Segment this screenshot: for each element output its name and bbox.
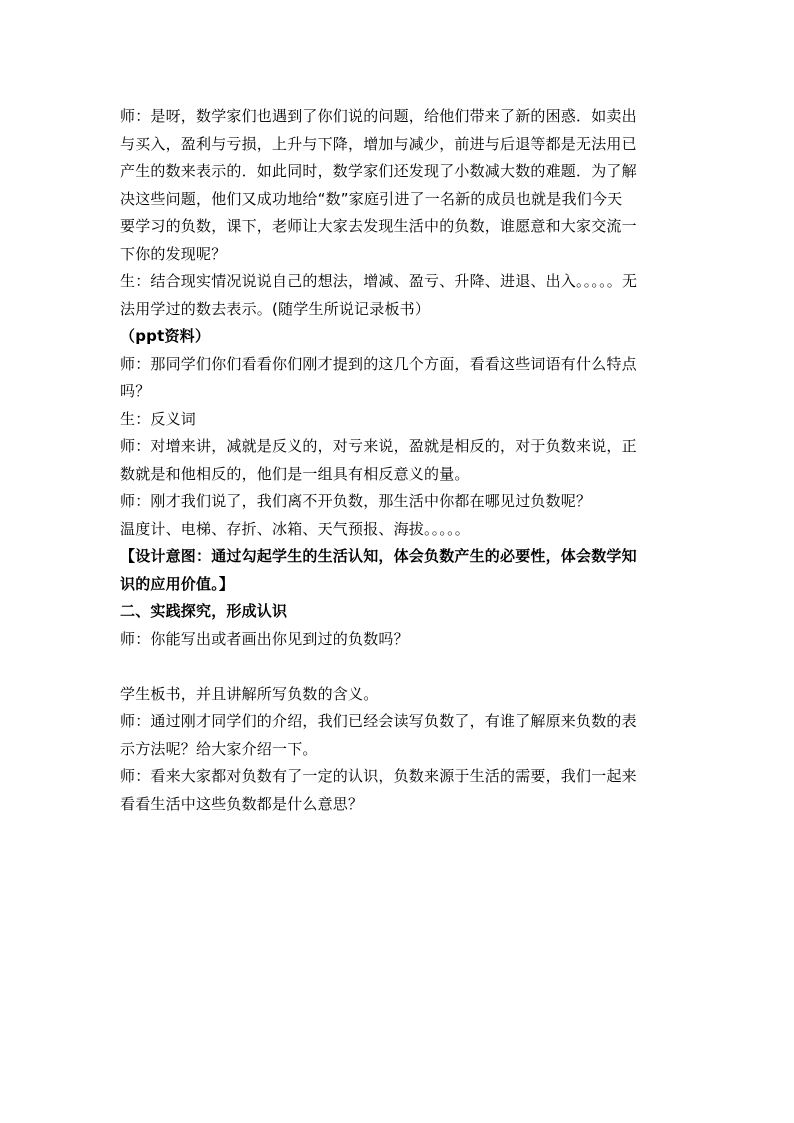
text-line: 师：看来大家都对负数有了一定的认识，负数来源于生活的需要，我们一起来 xyxy=(120,767,637,785)
paragraph-teacher-notation xyxy=(120,708,676,763)
text-line: 师：对增来讲，减就是反义的，对亏来说，盈就是相反的，对于负数来说，正 xyxy=(120,437,637,455)
text-line: 法用学过的数去表示。(随学生所说记录板书） xyxy=(120,299,431,318)
paragraph-teacher-opposite xyxy=(120,433,676,488)
text-line: 下你的发现呢？ xyxy=(120,244,227,263)
paragraph-teacher-meaning xyxy=(120,763,676,818)
text-line: 数就是和他相反的，他们是一组具有相反意义的量。 xyxy=(120,464,470,483)
blank-line xyxy=(120,653,676,681)
text-line: 看看生活中这些负数都是什么意思？ xyxy=(120,794,364,813)
text-line: 学生板书，并且讲解所写负数的含义。 xyxy=(120,684,379,703)
text-line: 师：你能写出或者画出你见到过的负数吗？ xyxy=(120,629,409,648)
text-line: 师：刚才我们说了，我们离不开负数，那生活中你都在哪见过负数呢？ xyxy=(120,492,592,510)
text-line: 生：结合现实情况说说自己的想法，增减、盈亏、升降、进退、出入。。。。。无 xyxy=(120,272,638,290)
text-line: 二、实践探究，形成认识 xyxy=(120,602,288,620)
paragraph-student-board xyxy=(120,681,676,709)
text-line: 吗？ xyxy=(120,382,151,400)
text-line: 师：是呀，数学家们也遇到了你们说的问题，给他们带来了新的困惑．如卖出 xyxy=(120,107,637,125)
paragraph-ppt-note xyxy=(120,323,676,351)
text-line: （ppt资料） xyxy=(120,327,211,345)
paragraph-teacher-question-words xyxy=(120,351,676,406)
text-line: 示方法呢？给大家介绍一下。 xyxy=(120,739,318,758)
text-line: 生：反义词 xyxy=(120,409,197,428)
text-line: 温度计、电梯、存折、冰箱、天气预报、海拔。。。。。 xyxy=(120,519,471,538)
text-line: 师：那同学们你们看看你们刚才提到的这几个方面，看看这些词语有什么特点 xyxy=(120,354,637,373)
paragraph-teacher-write-draw xyxy=(120,626,676,654)
text-line: 识的应用价值。】 xyxy=(120,574,235,593)
text-line: 师：通过刚才同学们的介绍，我们已经会读写负数了，有谁了解原来负数的表 xyxy=(120,712,637,730)
text-line: 要学习的负数，课下，老师让大家去发现生活中的负数，谁愿意和大家交流一 xyxy=(120,217,637,235)
paragraph-student-antonym xyxy=(120,406,676,434)
paragraph-student-ideas xyxy=(120,268,676,323)
section-heading xyxy=(120,598,676,626)
text-line: 决这些问题，他们又成功地给“数”家庭引进了一名新的成员也就是我们今天 xyxy=(120,189,623,208)
text-line: 【设计意图：通过勾起学生的生活认知，体会负数产生的必要性，体会数学知 xyxy=(120,547,637,565)
text-line: 与买入，盈利与亏损，上升与下降，增加与减少，前进与后退等都是无法用已 xyxy=(120,134,637,153)
paragraph-design-intent xyxy=(120,543,676,598)
paragraph-teacher-confusion xyxy=(120,103,676,268)
paragraph-examples xyxy=(120,516,676,544)
paragraph-teacher-where-seen xyxy=(120,488,676,516)
document-body xyxy=(120,103,676,818)
text-line: 产生的数来表示的．如此同时，数学家们还发现了小数减大数的难题．为了解 xyxy=(120,162,637,180)
